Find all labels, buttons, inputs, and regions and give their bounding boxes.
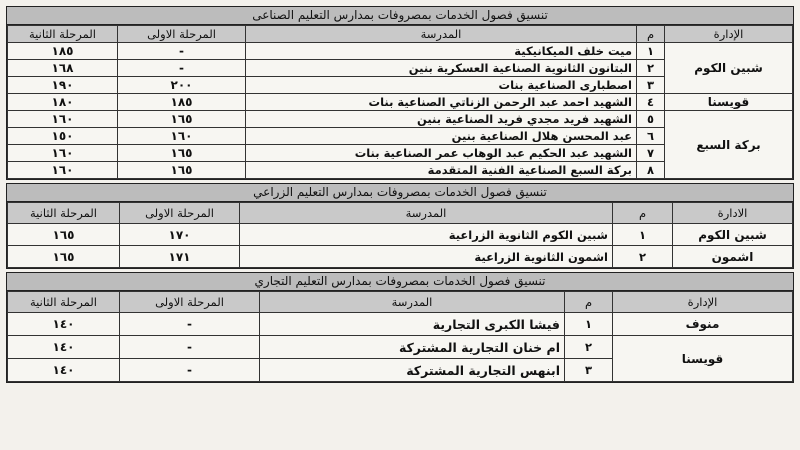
stage2-cell: ١٦٠ bbox=[8, 145, 118, 162]
header-row bbox=[8, 26, 793, 43]
stage1-cell: ١٧١ bbox=[120, 246, 240, 268]
admin-cell: قويسنا bbox=[665, 94, 793, 111]
stage1-cell: - bbox=[120, 313, 260, 336]
header-admin: الادارة bbox=[673, 203, 793, 224]
table-row bbox=[8, 336, 793, 359]
section-title: تنسيق فصول الخدمات بمصروفات بمدارس التعليم التجاري bbox=[7, 273, 793, 291]
stage2-cell: ١٤٠ bbox=[8, 359, 120, 382]
stage1-cell: ١٦٥ bbox=[118, 145, 246, 162]
stage1-cell: - bbox=[120, 359, 260, 382]
stage2-cell: ١٥٠ bbox=[8, 128, 118, 145]
stage1-cell: ١٨٥ bbox=[118, 94, 246, 111]
index-cell: ٢ bbox=[565, 336, 613, 359]
stage2-cell: ١٨٥ bbox=[8, 43, 118, 60]
stage2-cell: ١٦٥ bbox=[8, 224, 120, 246]
header-school: المدرسة bbox=[260, 292, 565, 313]
header-stage2: المرحلة الثانية bbox=[8, 203, 120, 224]
section-commercial bbox=[6, 272, 794, 383]
stage1-cell: ١٦٥ bbox=[118, 111, 246, 128]
school-cell: اشمون الثانوية الزراعية bbox=[240, 246, 613, 268]
header-row bbox=[8, 292, 793, 313]
header-stage2: المرحلة الثانية bbox=[8, 26, 118, 43]
school-cell: عبد المحسن هلال الصناعية بنين bbox=[246, 128, 637, 145]
index-cell: ٤ bbox=[637, 94, 665, 111]
index-cell: ٧ bbox=[637, 145, 665, 162]
school-cell: اصطبارى الصناعية بنات bbox=[246, 77, 637, 94]
index-cell: ٣ bbox=[637, 77, 665, 94]
stage2-cell: ١٦٨ bbox=[8, 60, 118, 77]
stage2-cell: ١٤٠ bbox=[8, 336, 120, 359]
stage1-cell: ١٦٥ bbox=[118, 162, 246, 179]
school-cell: ام خنان التجارية المشتركة bbox=[260, 336, 565, 359]
index-cell: ٢ bbox=[613, 246, 673, 268]
table-row bbox=[8, 94, 793, 111]
results-table bbox=[7, 25, 793, 179]
school-cell: ميت خلف الميكانيكية bbox=[246, 43, 637, 60]
stage2-cell: ١٩٠ bbox=[8, 77, 118, 94]
header-school: المدرسة bbox=[246, 26, 637, 43]
header-index: م bbox=[565, 292, 613, 313]
header-row bbox=[8, 203, 793, 224]
index-cell: ٢ bbox=[637, 60, 665, 77]
header-stage1: المرحلة الاولى bbox=[118, 26, 246, 43]
table-row bbox=[8, 43, 793, 60]
header-index: م bbox=[637, 26, 665, 43]
school-cell: الشهيد فريد مجدي فريد الصناعية بنين bbox=[246, 111, 637, 128]
school-cell: شبين الكوم الثانوية الزراعية bbox=[240, 224, 613, 246]
section-agricultural bbox=[6, 183, 794, 269]
school-cell: ابنهس التجارية المشتركة bbox=[260, 359, 565, 382]
table-row bbox=[8, 313, 793, 336]
school-cell: الشهيد عبد الحكيم عبد الوهاب عمر الصناعية بنات bbox=[246, 145, 637, 162]
table-row bbox=[8, 246, 793, 268]
admin-cell: شبين الكوم bbox=[673, 224, 793, 246]
admin-cell: قويسنا bbox=[613, 336, 793, 382]
index-cell: ١ bbox=[565, 313, 613, 336]
section-title: تنسيق فصول الخدمات بمصروفات بمدارس التعليم الصناعى bbox=[7, 7, 793, 25]
header-school: المدرسة bbox=[240, 203, 613, 224]
stage2-cell: ١٦٠ bbox=[8, 111, 118, 128]
header-admin: الإدارة bbox=[613, 292, 793, 313]
index-cell: ٨ bbox=[637, 162, 665, 179]
header-stage2: المرحلة الثانية bbox=[8, 292, 120, 313]
stage2-cell: ١٨٠ bbox=[8, 94, 118, 111]
stage1-cell: ٢٠٠ bbox=[118, 77, 246, 94]
stage1-cell: ١٦٠ bbox=[118, 128, 246, 145]
header-index: م bbox=[613, 203, 673, 224]
section-industrial bbox=[6, 6, 794, 180]
stage1-cell: - bbox=[118, 43, 246, 60]
stage1-cell: - bbox=[118, 60, 246, 77]
admin-cell: منوف bbox=[613, 313, 793, 336]
index-cell: ١ bbox=[613, 224, 673, 246]
stage2-cell: ١٦٠ bbox=[8, 162, 118, 179]
index-cell: ٦ bbox=[637, 128, 665, 145]
school-cell: بركة السبع الصناعية الفنية المتقدمة bbox=[246, 162, 637, 179]
stage2-cell: ١٦٥ bbox=[8, 246, 120, 268]
stage1-cell: - bbox=[120, 336, 260, 359]
index-cell: ١ bbox=[637, 43, 665, 60]
school-cell: البتانون الثانوية الصناعية العسكرية بنين bbox=[246, 60, 637, 77]
table-row bbox=[8, 224, 793, 246]
table-row bbox=[8, 111, 793, 128]
index-cell: ٥ bbox=[637, 111, 665, 128]
section-title: تنسيق فصول الخدمات بمصروفات بمدارس التعليم الزراعي bbox=[7, 184, 793, 202]
results-table bbox=[7, 291, 793, 382]
school-cell: فيشا الكبرى التجارية bbox=[260, 313, 565, 336]
header-stage1: المرحلة الاولى bbox=[120, 292, 260, 313]
index-cell: ٣ bbox=[565, 359, 613, 382]
document bbox=[6, 6, 794, 386]
results-table bbox=[7, 202, 793, 268]
stage2-cell: ١٤٠ bbox=[8, 313, 120, 336]
stage1-cell: ١٧٠ bbox=[120, 224, 240, 246]
header-stage1: المرحلة الاولى bbox=[120, 203, 240, 224]
school-cell: الشهيد احمد عبد الرحمن الزناتي الصناعية بنات bbox=[246, 94, 637, 111]
admin-cell: شبين الكوم bbox=[665, 43, 793, 94]
header-admin: الإدارة bbox=[665, 26, 793, 43]
admin-cell: بركة السبع bbox=[665, 111, 793, 179]
admin-cell: اشمون bbox=[673, 246, 793, 268]
